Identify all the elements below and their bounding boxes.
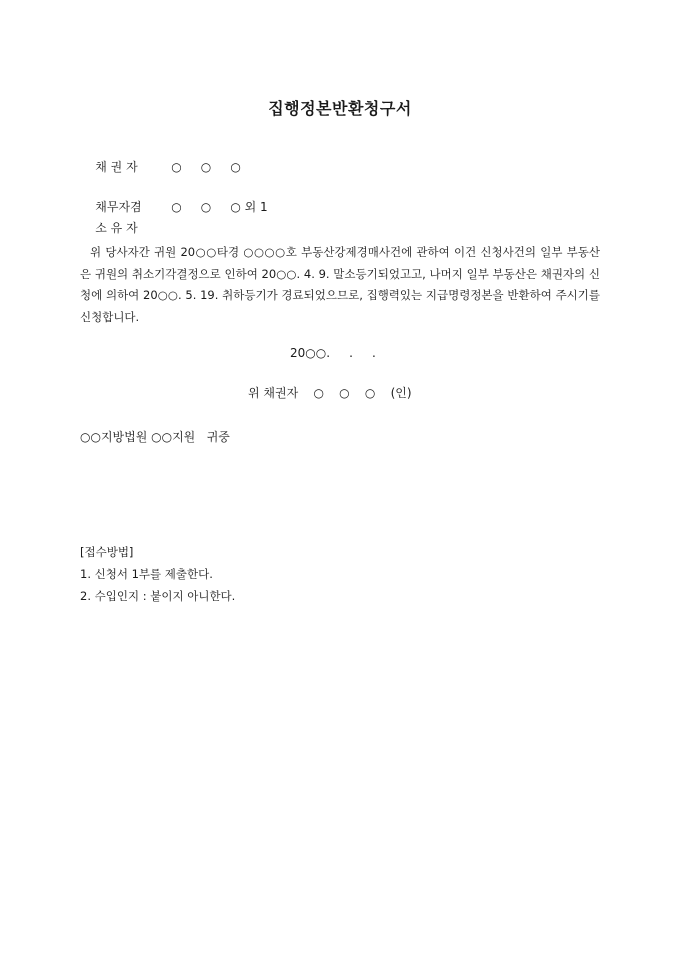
creditor-name: ○ ○ ○ <box>171 160 241 174</box>
debtor-label: 채무자겸 <box>95 200 142 214</box>
debtor-name: ○ ○ ○ 외 1 <box>171 200 268 214</box>
document-title: 집행정본반환청구서 <box>268 99 412 118</box>
reception-item: 1. 신청서 1부를 제출한다. <box>80 567 213 581</box>
reception-heading: [접수방법] <box>80 545 134 559</box>
filing-date: 20○○. . . <box>290 346 376 360</box>
request-body: 위 당사자간 귀원 20○○타경 ○○○○호 부동산강제경매사건에 관하여 이건 신청사건의 일부 부동산은 귀원의 취소기각결정으로 인하여 20○○. 4. 9. 말소등기되었고고, 나머지 일부 부동산은 채권자의 신청에 의하여 20○○. 5. 19. 취하등기가 경료되었으므로, 집행력있는 지급명령정본을 반환하여 주시기를 신청합니다. <box>80 245 600 324</box>
court-addressee: ○○지방법원 ○○지원 귀중 <box>80 430 230 444</box>
creditor-row <box>80 144 241 189</box>
reception-item: 2. 수입인지 : 붙이지 아니한다. <box>80 589 236 603</box>
owner-label: 소 유 자 <box>95 221 138 235</box>
signer-line: 위 채권자 ○ ○ ○ (인) <box>248 386 412 400</box>
creditor-label: 채 권 자 <box>95 160 138 174</box>
